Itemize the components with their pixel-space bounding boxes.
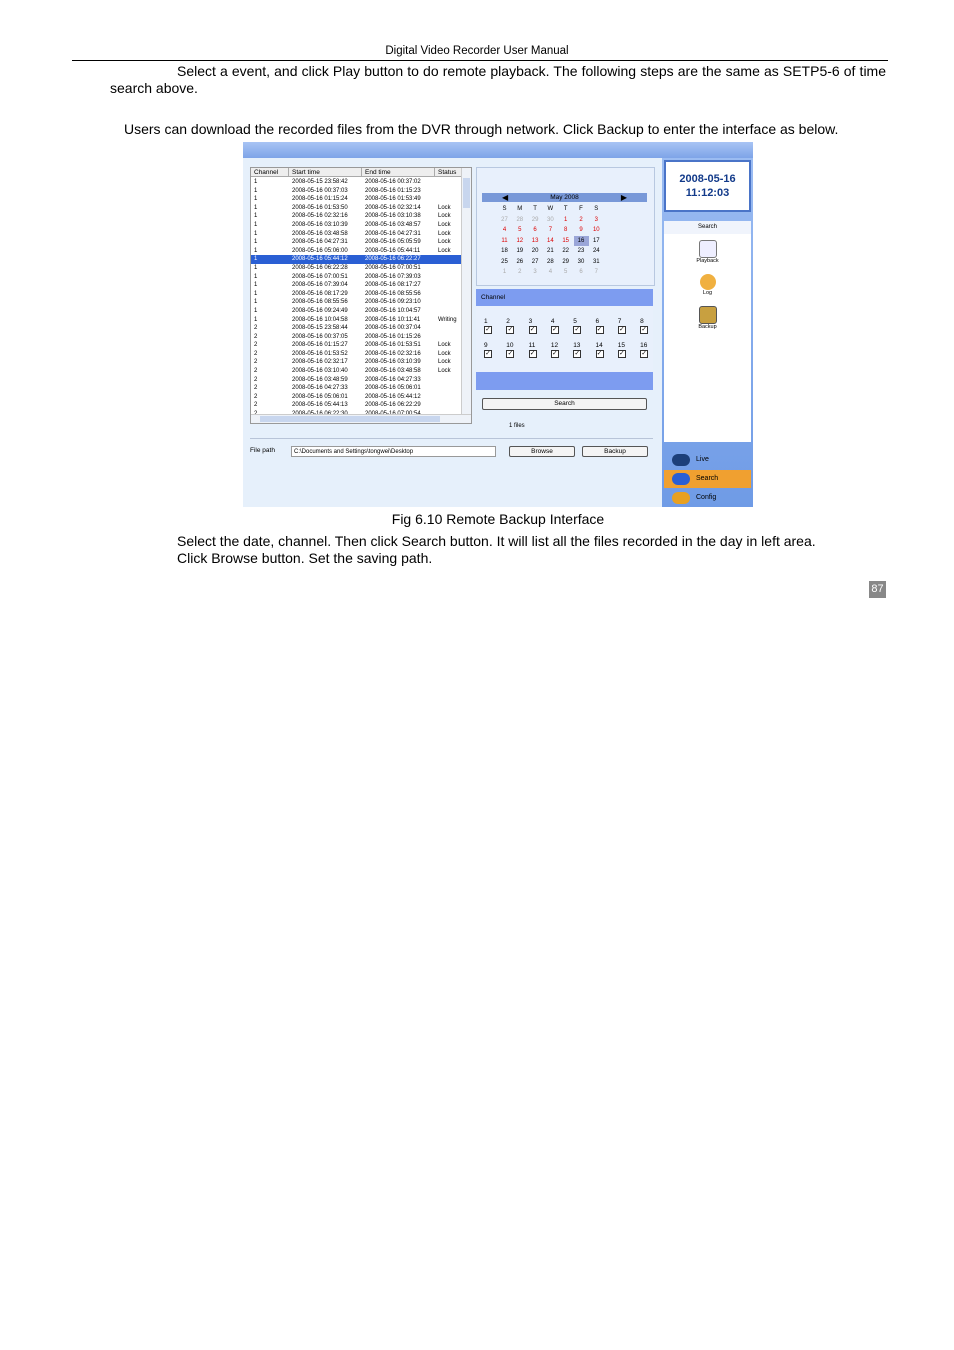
calendar-day[interactable]: 17 <box>592 237 600 244</box>
file-table <box>250 167 472 424</box>
table-row[interactable] <box>251 384 461 393</box>
calendar-day[interactable]: 8 <box>564 227 568 233</box>
table-cell: 2008-05-16 02:32:17 <box>292 359 348 366</box>
table-cell: 2008-05-16 10:11:41 <box>365 316 421 323</box>
table-cell: 2008-05-16 03:48:58 <box>365 368 421 375</box>
weekday-label: S <box>594 206 599 212</box>
calendar-day[interactable]: 22 <box>562 248 570 254</box>
table-cell: 2008-05-16 04:27:31 <box>365 230 421 237</box>
table-cell: 2008-05-16 09:23:10 <box>365 299 421 306</box>
channel-checkbox[interactable]: ✓ <box>574 326 580 333</box>
table-cell: 2008-05-15 23:58:42 <box>292 179 348 185</box>
table-cell: 2008-05-16 03:10:38 <box>365 213 421 220</box>
table-cell: 2 <box>254 333 258 340</box>
calendar-day[interactable]: 13 <box>531 237 539 244</box>
files-count: 1 files <box>509 423 525 429</box>
table-cell: 2 <box>254 402 258 409</box>
channel-number: 11 <box>528 342 536 349</box>
table-cell: 1 <box>254 230 258 237</box>
table-cell: 2008-05-16 01:15:24 <box>292 196 348 203</box>
table-row[interactable] <box>251 238 461 247</box>
table-cell: 2008-05-16 02:32:14 <box>365 204 421 211</box>
clock-date: 2008-05-16 <box>679 173 736 185</box>
table-cell: 2008-05-16 03:10:40 <box>292 368 348 375</box>
channel-number: 14 <box>595 342 603 349</box>
table-row[interactable] <box>251 401 461 410</box>
table-row[interactable] <box>251 195 461 204</box>
weekday-label: W <box>547 206 554 212</box>
calendar-day[interactable]: 16 <box>574 236 589 246</box>
table-row[interactable] <box>251 367 461 376</box>
table-cell: Lock <box>438 204 451 211</box>
playback-icon <box>699 240 717 258</box>
table-row[interactable] <box>251 298 461 307</box>
table-row[interactable] <box>251 393 461 402</box>
title-bar <box>243 142 753 158</box>
calendar-day[interactable]: 5 <box>564 269 568 275</box>
calendar-day[interactable]: 29 <box>531 216 539 223</box>
table-cell: 1 <box>254 316 258 323</box>
table-cell: 2008-05-16 02:32:16 <box>365 350 421 357</box>
table-cell: 2008-05-16 04:27:33 <box>365 376 421 383</box>
page-number: 87 <box>869 581 886 598</box>
table-cell: 2008-05-16 08:55:56 <box>292 299 348 306</box>
channel-checkbox[interactable]: ✓ <box>574 350 580 357</box>
table-cell: Lock <box>438 359 451 366</box>
table-cell: 2 <box>254 376 258 383</box>
table-cell: 1 <box>254 179 258 185</box>
page-header: Digital Video Recorder User Manual <box>385 45 569 57</box>
channel-checkbox[interactable]: ✓ <box>552 350 558 357</box>
table-row[interactable] <box>251 341 461 350</box>
table-row[interactable] <box>251 281 461 290</box>
paragraph-steps <box>177 533 877 567</box>
backup-button[interactable]: Backup <box>582 446 648 457</box>
table-row[interactable] <box>251 247 461 256</box>
channel-checkbox[interactable]: ✓ <box>596 350 603 357</box>
nav-config[interactable] <box>664 489 751 507</box>
paragraph-backup-intro: Users can download the recorded files from the DVR through network. Click Backup to enter the interface as below. <box>124 121 839 137</box>
calendar-day[interactable]: 6 <box>579 269 583 275</box>
table-cell: 1 <box>254 239 258 246</box>
table-cell: 2 <box>254 350 258 357</box>
calendar-day[interactable]: 3 <box>594 216 598 223</box>
table-cell: Lock <box>438 247 451 254</box>
channel-checkbox[interactable]: ✓ <box>619 350 625 357</box>
table-cell: 2008-05-16 10:04:57 <box>365 307 421 314</box>
table-cell: 1 <box>254 290 258 297</box>
calendar-day[interactable]: 30 <box>577 258 585 265</box>
table-cell: 2 <box>254 368 258 375</box>
nav-label: Live <box>696 456 709 463</box>
file-path-label: File path <box>250 447 275 454</box>
channel-checkbox[interactable]: ✓ <box>529 326 536 333</box>
table-cell: 2008-05-16 05:06:00 <box>292 247 348 254</box>
table-cell: 2008-05-16 10:04:58 <box>292 316 348 323</box>
table-cell: 2008-05-16 03:48:58 <box>292 230 348 237</box>
channel-checkbox[interactable]: ✓ <box>619 326 625 333</box>
search-icon <box>672 473 690 485</box>
table-cell: 2008-05-16 07:00:51 <box>292 273 348 280</box>
calendar-day[interactable]: 21 <box>547 248 554 254</box>
table-cell: 2008-05-16 01:53:49 <box>365 196 421 203</box>
table-cell: 1 <box>254 264 258 271</box>
calendar-week <box>497 215 637 226</box>
table-cell: 2008-05-16 00:37:05 <box>292 333 348 340</box>
calendar-day[interactable]: 4 <box>548 269 553 275</box>
channel-checkbox[interactable]: ✓ <box>552 326 558 333</box>
table-cell: 2008-05-15 23:58:44 <box>292 325 348 332</box>
col-channel[interactable]: Channel <box>251 168 289 177</box>
table-cell: 2008-05-16 03:10:39 <box>292 221 348 228</box>
table-cell: 2008-05-16 04:27:31 <box>292 239 348 246</box>
calendar-day[interactable]: 11 <box>501 237 508 244</box>
table-cell: 1 <box>254 256 258 263</box>
calendar-day[interactable]: 18 <box>501 248 508 254</box>
channel-number: 6 <box>595 318 600 325</box>
table-row[interactable] <box>251 221 461 230</box>
table-cell: Lock <box>438 230 451 237</box>
eye-icon <box>672 454 690 466</box>
channel-number: 2 <box>506 318 510 325</box>
calendar-day[interactable]: 29 <box>562 258 570 265</box>
sidebar-item-log[interactable] <box>664 274 751 296</box>
channel-number: 9 <box>484 342 488 349</box>
calendar-day[interactable]: 26 <box>516 258 524 265</box>
calendar-week <box>497 204 637 215</box>
clock-time: 11:12:03 <box>685 187 730 199</box>
table-rows <box>251 178 461 424</box>
calendar-day[interactable]: 6 <box>533 227 537 233</box>
channel-number: 8 <box>640 318 644 325</box>
col-start-time[interactable]: Start time <box>289 168 362 177</box>
calendar-day[interactable]: 15 <box>562 237 570 244</box>
table-row[interactable] <box>251 290 461 299</box>
gear-icon <box>672 492 690 504</box>
table-cell: 1 <box>254 247 258 254</box>
table-row[interactable] <box>251 324 461 333</box>
table-row[interactable] <box>251 307 461 316</box>
table-cell: 1 <box>254 282 258 289</box>
channel-number: 16 <box>640 342 648 349</box>
calendar-day[interactable]: 5 <box>518 227 522 233</box>
table-cell: Lock <box>438 213 451 220</box>
table-cell: 2008-05-16 09:24:49 <box>292 307 348 314</box>
calendar-week <box>497 267 637 278</box>
channel-checkbox[interactable]: ✓ <box>485 350 491 357</box>
channel-number: 1 <box>484 318 488 325</box>
clock-display <box>664 160 751 212</box>
header-rule <box>72 60 888 61</box>
calendar-day[interactable]: 3 <box>533 269 537 275</box>
channel-checkbox[interactable]: ✓ <box>596 326 603 333</box>
sidebar-item-backup[interactable] <box>664 306 751 330</box>
table-hscroll[interactable] <box>251 414 471 423</box>
table-cell: Lock <box>438 342 451 349</box>
table-cell: 2008-05-16 05:05:59 <box>365 239 421 246</box>
calendar-day[interactable]: 2 <box>518 269 522 275</box>
table-cell: 1 <box>254 213 258 220</box>
channel-number: 7 <box>617 318 622 325</box>
table-row[interactable] <box>251 178 461 187</box>
channel-number: 4 <box>550 318 555 325</box>
table-cell: Lock <box>438 221 451 228</box>
table-row[interactable] <box>251 350 461 359</box>
sidebar-item-label: Backup <box>698 324 717 330</box>
table-cell: 2008-05-16 03:48:59 <box>292 376 348 383</box>
calendar-day[interactable]: 4 <box>502 227 507 233</box>
table-cell: 2008-05-16 01:15:23 <box>365 187 421 194</box>
backup-icon <box>699 306 717 324</box>
calendar-day[interactable]: 2 <box>579 216 583 223</box>
calendar-day[interactable]: 28 <box>547 258 554 265</box>
calendar-day[interactable]: 31 <box>592 258 600 265</box>
table-cell: 2008-05-16 01:15:27 <box>292 342 348 349</box>
table-cell: 2008-05-16 07:39:03 <box>365 273 421 280</box>
weekday-label: T <box>533 206 537 212</box>
calendar-week <box>497 246 637 257</box>
channel-footer <box>476 372 653 390</box>
calendar-day[interactable]: 25 <box>501 258 508 265</box>
channel-checkbox[interactable]: ✓ <box>641 326 647 333</box>
table-cell: 2008-05-16 06:22:28 <box>292 264 348 271</box>
table-cell: 2008-05-16 05:44:13 <box>292 402 348 409</box>
calendar-week <box>497 225 637 236</box>
calendar-day[interactable]: 23 <box>577 248 585 254</box>
table-cell: 2008-05-16 01:15:26 <box>365 333 421 340</box>
nav-live[interactable] <box>664 451 751 469</box>
table-cell: 2008-05-16 05:06:01 <box>365 385 421 392</box>
table-cell: 2008-05-16 01:53:50 <box>292 204 348 211</box>
weekday-label: F <box>579 206 583 212</box>
table-cell: Lock <box>438 350 451 357</box>
table-row[interactable] <box>251 204 461 213</box>
table-cell: 1 <box>254 187 258 194</box>
table-row[interactable] <box>251 212 461 221</box>
sidebar-item-playback[interactable] <box>664 240 751 264</box>
calendar-month: May 2008 <box>550 194 579 201</box>
scroll-thumb[interactable] <box>463 178 470 208</box>
table-cell: 2008-05-16 05:06:01 <box>292 393 348 400</box>
table-cell: 2008-05-16 04:27:33 <box>292 385 348 392</box>
sidebar-item-label: Playback <box>696 258 719 264</box>
table-row[interactable] <box>251 187 461 196</box>
table-cell: 2008-05-16 08:17:29 <box>292 290 348 297</box>
calendar-day[interactable]: 7 <box>594 269 598 275</box>
sidebar-tab-search[interactable]: Search <box>664 221 751 234</box>
table-row[interactable] <box>251 358 461 367</box>
table-row[interactable] <box>251 273 461 282</box>
weekday-label: T <box>563 206 568 212</box>
remote-backup-screenshot <box>243 142 753 507</box>
table-cell: Lock <box>438 239 451 246</box>
figure-caption: Fig 6.10 Remote Backup Interface <box>391 511 605 527</box>
calendar-header <box>482 193 647 202</box>
calendar-day[interactable]: 27 <box>531 258 539 265</box>
table-row[interactable] <box>251 255 461 264</box>
channel-number: 12 <box>550 342 559 349</box>
table-cell: 2008-05-16 03:10:39 <box>365 359 421 366</box>
calendar-day[interactable]: 1 <box>502 269 507 275</box>
table-cell: 2 <box>254 393 258 400</box>
browse-button[interactable]: Browse <box>509 446 575 457</box>
calendar-day[interactable]: 14 <box>547 237 554 244</box>
channel-checkbox[interactable]: ✓ <box>641 350 647 357</box>
table-cell: 2008-05-16 00:37:02 <box>365 179 421 185</box>
weekday-label: S <box>502 206 507 212</box>
calendar-panel <box>476 167 655 286</box>
table-cell: Lock <box>438 368 451 375</box>
table-cell: 2008-05-16 05:44:11 <box>365 247 421 254</box>
calendar-day[interactable]: 9 <box>579 227 583 233</box>
table-row[interactable] <box>251 316 461 325</box>
channel-number: 13 <box>573 342 581 349</box>
table-cell: 2008-05-16 01:53:52 <box>292 350 348 357</box>
channel-number: 3 <box>528 318 533 325</box>
table-cell: 2008-05-16 05:44:12 <box>365 393 421 400</box>
next-month-icon[interactable]: ▶ <box>620 193 627 202</box>
table-cell: 2 <box>254 359 258 366</box>
col-status[interactable]: Status <box>435 168 462 177</box>
table-cell: 2008-05-16 05:44:12 <box>292 256 348 263</box>
table-cell: 2008-05-16 07:39:04 <box>292 282 348 289</box>
nav-label: Search <box>696 475 719 482</box>
calendar-day[interactable]: 27 <box>501 216 508 223</box>
paragraph-playback: Select a event, and click Play button to do remote playback. The following steps are the same as SETP5-6 of time search above. <box>110 63 886 96</box>
table-cell: 1 <box>254 204 258 211</box>
table-cell: 1 <box>254 299 258 306</box>
channel-checkbox[interactable]: ✓ <box>507 350 514 357</box>
divider <box>250 438 653 439</box>
channel-number: 5 <box>573 318 577 325</box>
calendar-day[interactable]: 24 <box>592 248 600 254</box>
calendar-day[interactable]: 10 <box>592 227 600 233</box>
calendar-day[interactable]: 28 <box>516 216 524 223</box>
calendar-day[interactable]: 30 <box>547 216 554 223</box>
calendar-day[interactable]: 12 <box>516 237 524 244</box>
table-cell: 2008-05-16 08:55:56 <box>365 290 421 297</box>
table-cell: 1 <box>254 273 258 280</box>
calendar-week <box>497 236 637 247</box>
sidebar-panel <box>664 234 751 442</box>
channel-checkbox[interactable]: ✓ <box>507 326 514 333</box>
prev-month-icon[interactable]: ◀ <box>502 193 509 202</box>
calendar-day[interactable]: 20 <box>531 248 539 254</box>
calendar-week <box>497 257 637 268</box>
table-cell: 1 <box>254 196 258 203</box>
table-row[interactable] <box>251 376 461 385</box>
table-vscroll[interactable] <box>461 168 471 415</box>
log-icon <box>700 274 716 290</box>
sidebar-item-label: Log <box>702 290 713 296</box>
nav-search[interactable] <box>664 470 751 488</box>
weekday-label: M <box>517 206 523 212</box>
table-cell: 2008-05-16 00:37:04 <box>365 325 421 332</box>
steps-line-2: Click Browse button. Set the saving path. <box>177 550 433 566</box>
table-row[interactable] <box>251 333 461 342</box>
hscroll-thumb[interactable] <box>260 416 440 422</box>
channel-checkbox[interactable]: ✓ <box>485 326 491 333</box>
table-cell: 2008-05-16 03:48:57 <box>365 221 421 228</box>
table-cell: 1 <box>254 307 258 314</box>
channel-number: 10 <box>506 342 514 349</box>
table-cell: 2008-05-16 06:22:27 <box>365 256 421 263</box>
table-row[interactable] <box>251 264 461 273</box>
table-cell: 2008-05-16 02:32:16 <box>292 213 348 220</box>
calendar-grid <box>497 204 637 278</box>
table-cell: 1 <box>254 221 258 228</box>
table-cell: Writing <box>438 316 457 323</box>
file-path-input[interactable]: C:\Documents and Settings\tongwei\Desktop <box>291 446 496 457</box>
table-cell: 2 <box>254 342 258 349</box>
channel-selector <box>476 306 653 372</box>
table-cell: 2008-05-16 06:22:29 <box>365 402 421 409</box>
calendar-day[interactable]: 1 <box>564 216 568 223</box>
calendar-day[interactable]: 7 <box>548 227 553 233</box>
table-cell: 2 <box>254 385 258 392</box>
col-end-time[interactable]: End time <box>362 168 435 177</box>
table-cell: 2008-05-16 08:17:27 <box>365 282 421 289</box>
table-cell: 2008-05-16 00:37:03 <box>292 187 348 194</box>
channel-number: 15 <box>617 342 626 349</box>
table-row[interactable] <box>251 230 461 239</box>
table-cell: 2008-05-16 07:00:51 <box>365 264 421 271</box>
channel-header: Channel <box>476 289 653 306</box>
nav-label: Config <box>696 494 717 501</box>
steps-line-1: Select the date, channel. Then click Search button. It will list all the files recorded in the day in left area. <box>177 533 816 549</box>
calendar-day[interactable]: 19 <box>516 248 524 254</box>
table-cell: 2008-05-16 01:53:51 <box>365 342 421 349</box>
search-button[interactable]: Search <box>482 398 647 410</box>
table-cell: 2 <box>254 325 258 332</box>
channel-checkbox[interactable]: ✓ <box>529 350 536 357</box>
